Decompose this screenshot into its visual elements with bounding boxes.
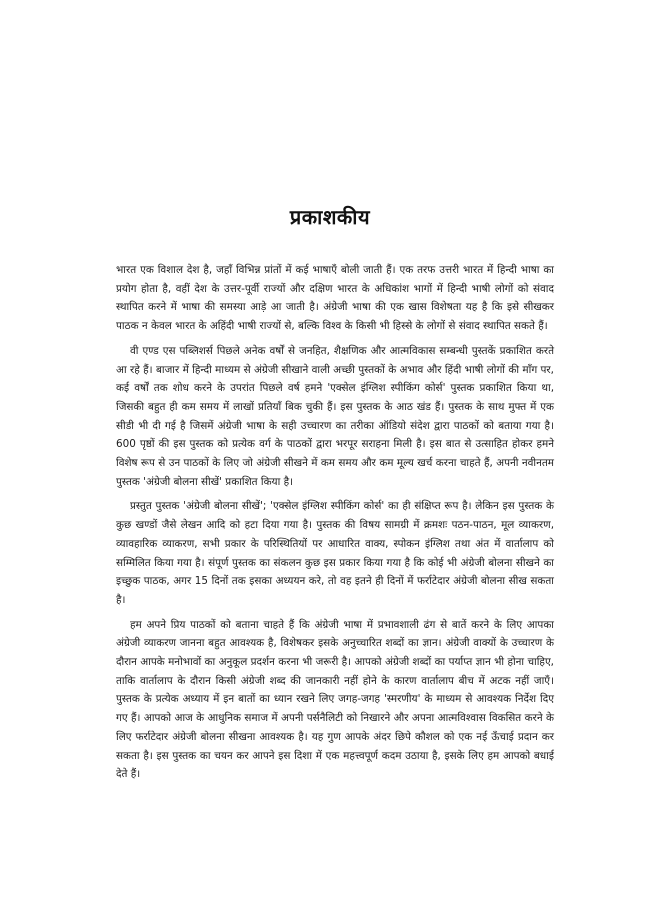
page-title: प्रकाशकीय [289,205,371,229]
body-text [116,261,554,790]
paragraph-3: प्रस्तुत पुस्तक 'अंग्रेजी बोलना सीखें'; 'एक्सेल इंग्लिश स्पीकिंग कोर्स' का ही संक्षिप्त रूप है। लेकिन इस पुस्तक के कुछ खण्डों जैसे लेखन आदि को हटा दिया गया है। पुस्तक की विषय सामग्री में क्रमशः पठन-पाठन, मूल व्याकरण, व्यावहारिक व्याकरण, सभी प्रकार के परिस्थितियों पर आधारित वाक्य, स्पोकन इंग्लिश तथा अंत में वार्तालाप को सम्मिलित किया गया है। संपूर्ण पुस्तक का संकलन कुछ इस प्रकार किया गया है कि कोई भी अंग्रेजी बोलना सीखने का इच्छुक पाठक, अगर 15 दिनों तक इसका अध्ययन करे, तो वह इतने ही दिनों में फर्राटेदार अंग्रेजी बोलना सीख सकता है। [116,500,554,606]
paragraph-4: हम अपने प्रिय पाठकों को बताना चाहते हैं कि अंग्रेजी भाषा में प्रभावशाली ढंग से बातें करने के लिए आपका अंग्रेजी व्याकरण जानना बहुत आवश्यक है, विशेषकर इसके अनुच्चारित शब्दों का ज्ञान। अंग्रेजी वाक्यों के उच्चारण के दौरान आपके मनोभावों का अनुकूल प्रदर्शन करना भी जरूरी है। आपको अंग्रेजी शब्दों का पर्याप्त ज्ञान भी होना चाहिए, ताकि वार्तालाप के दौरान किसी अंग्रेजी शब्द की जानकारी नहीं होने के कारण वार्तालाप बीच में अटक नहीं जाएँ। पुस्तक के प्रत्येक अध्याय में इन बातों का ध्यान रखने लिए जगह-जगह 'स्मरणीय' के माध्यम से आवश्यक निर्देश दिए गए हैं। आपको आज के आधुनिक समाज में अपनी पर्सनैलिटी को निखारने और अपना आत्मविश्वास विकसित करने के लिए फर्राटेदार अंग्रेजी बोलना सीखना आवश्यक है। यह गुण आपके अंदर छिपे कौशल को एक नई ऊँचाई प्रदान कर सकता है। इस पुस्तक का चयन कर आपने इस दिशा में एक महत्त्वपूर्ण कदम उठाया है, इसके लिए हम आपको बधाई देते हैं। [116,618,554,781]
paragraph-1: भारत एक विशाल देश है, जहाँ विभिन्न प्रांतों में कई भाषाएँ बोली जाती हैं। एक तरफ उत्तरी भारत में हिन्दी भाषा का प्रयोग होता है, वहीं देश के उत्तर-पूर्वी राज्यों और दक्षिण भारत के अधिकांश भागों में हिन्दी भाषी लोगों को संवाद स्थापित करने में भाषा की समस्या आड़े आ जाती है। अंग्रेजी भाषा की एक खास विशेषता यह है कि इसे सीखकर पाठक न केवल भारत के अहिंदी भाषी राज्यों से, बल्कि विश्व के किसी भी हिस्से के लोगों से संवाद स्थापित सकते हैं। [116,264,554,333]
paragraph-2: वी एण्ड एस पब्लिशर्स पिछले अनेक वर्षों से जनहित, शैक्षणिक और आत्मविकास सम्बन्धी पुस्तकें प्रकाशित करते आ रहे हैं। बाजार में हिन्दी माध्यम से अंग्रेजी सीखाने वाली अच्छी पुस्तकों के अभाव और हिंदी भाषी लोगों की माँग पर, कई वर्षों तक शोध करने के उपरांत पिछले वर्ष हमने 'एक्सेल इंग्लिश स्पीकिंग कोर्स' पुस्तक प्रकाशित किया था, जिसकी बहुत ही कम समय में लाखों प्रतियाँ बिक चुकी हैं। इस पुस्तक के आठ खंड हैं। पुस्तक के साथ मुफ्त में एक सीडी भी दी गई है जिसमें अंग्रेजी भाषा के सही उच्चारण का तरीका ऑडियो संदेश द्वारा पाठकों को बताया गया है। 600 पृष्ठों की इस पुस्तक को प्रत्येक वर्ग के पाठकों द्वारा भरपूर सराहना मिली है। इस बात से उत्साहित होकर हमने विशेष रूप से उन पाठकों के लिए जो अंग्रेजी सीखने में कम समय और कम मूल्य खर्च करना चाहते हैं, अपनी नवीनतम पुस्तक 'अंग्रेजी बोलना सीखें' प्रकाशित किया है। [116,344,554,488]
